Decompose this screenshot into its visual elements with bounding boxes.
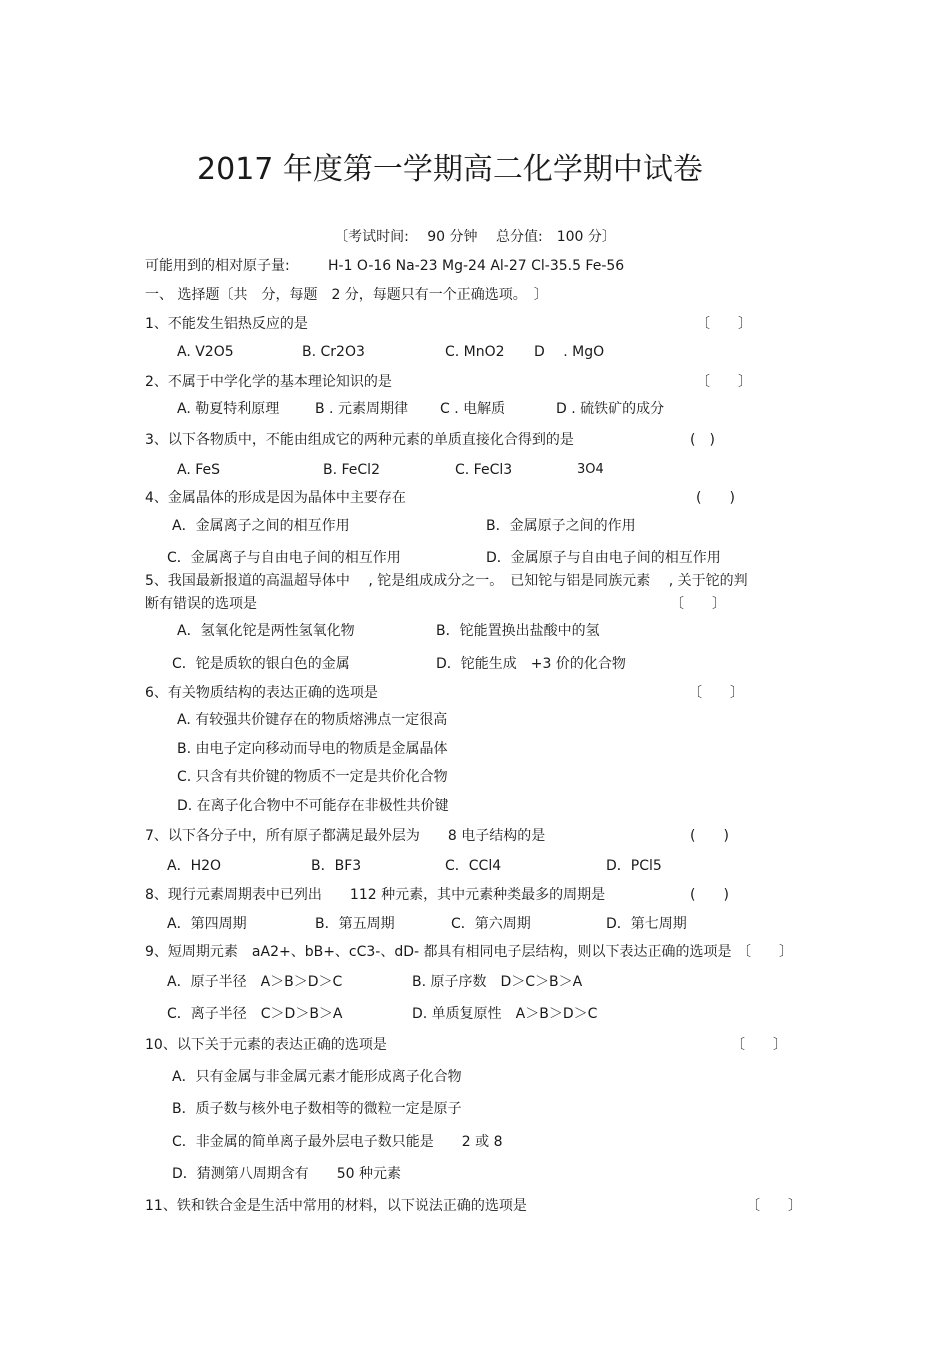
option: B. FeCl2	[323, 462, 380, 478]
answer-bracket-5: 〔 〕	[670, 596, 726, 612]
option: C . 电解质	[440, 401, 506, 417]
answer-bracket-7: ( )	[690, 828, 729, 844]
answer-bracket-2: 〔 〕	[696, 374, 752, 390]
question-2: 2、不属于中学化学的基本理论知识的是	[145, 374, 392, 390]
option: B．金属原子之间的作用	[486, 518, 636, 534]
question-7: 7、以下各分子中，所有原子都满足最外层为 8 电子结构的是	[145, 828, 546, 844]
question-3: 3、以下各物质中，不能由组成它的两种元素的单质直接化合得到的是	[145, 432, 574, 448]
option: C．铊是质软的银白色的金属	[172, 656, 350, 672]
section-heading: 一、 选择题〔共 分，每题 2 分，每题只有一个正确选项。 〕	[145, 287, 548, 303]
question-6: 6、有关物质结构的表达正确的选项是	[145, 685, 378, 701]
question-1: 1、不能发生铝热反应的是	[145, 316, 308, 332]
option: D . MgO	[534, 344, 605, 360]
option: D．PCl5	[606, 858, 662, 874]
option: B．第五周期	[315, 916, 395, 932]
answer-bracket-9: 〔 〕	[737, 944, 793, 960]
answer-bracket-10: 〔 〕	[731, 1037, 787, 1053]
option: B. 原子序数 D＞C＞B＞A	[412, 974, 583, 990]
option: A. 有较强共价键存在的物质熔沸点一定很高	[177, 712, 448, 728]
answer-bracket-3: ( )	[690, 432, 715, 448]
option: A．氢氧化铊是两性氢氧化物	[177, 623, 355, 639]
option: D. 在离子化合物中不可能存在非极性共价键	[177, 798, 449, 814]
option: D . 硫铁矿的成分	[556, 401, 665, 417]
option: C．第六周期	[451, 916, 531, 932]
option: A．第四周期	[167, 916, 247, 932]
atomic-mass-values: H-1 O-16 Na-23 Mg-24 Al-27 Cl-35.5 Fe-56	[328, 258, 625, 274]
answer-bracket-1: 〔 〕	[696, 316, 752, 332]
option: A．金属离子之间的相互作用	[172, 518, 350, 534]
answer-bracket-8: ( )	[690, 887, 729, 903]
answer-bracket-4: ( )	[696, 490, 735, 506]
option: D．铊能生成 +3 价的化合物	[436, 656, 626, 672]
option: B．质子数与核外电子数相等的微粒一定是原子	[172, 1101, 462, 1117]
option: C．金属离子与自由电子间的相互作用	[167, 550, 401, 566]
option: D．第七周期	[606, 916, 687, 932]
option: B . 元素周期律	[315, 401, 408, 417]
option: C．CCl4	[445, 858, 502, 874]
option: B．铊能置换出盐酸中的氢	[436, 623, 600, 639]
option: D. 单质复原性 A＞B＞D＞C	[412, 1006, 598, 1022]
option: C. 只含有共价键的物质不一定是共价化合物	[177, 769, 448, 785]
question-5-cont: 断有错误的选项是	[145, 596, 257, 612]
option: A．H2O	[167, 858, 222, 874]
option: A. FeS	[177, 462, 221, 478]
question-11: 11、铁和铁合金是生活中常用的材料，以下说法正确的选项是	[145, 1198, 527, 1214]
question-10: 10、以下关于元素的表达正确的选项是	[145, 1037, 387, 1053]
option: B. 由电子定向移动而导电的物质是金属晶体	[177, 741, 448, 757]
atomic-mass-label: 可能用到的相对原子量:	[145, 258, 290, 274]
option: A．原子半径 A＞B＞D＞C	[167, 974, 343, 990]
option: C. FeCl3	[455, 462, 513, 478]
question-9: 9、短周期元素 aA2+、bB+、cC3-、dD- 都具有相同电子层结构，则以下表达正确的选项是	[145, 944, 732, 960]
option: C．离子半径 C＞D＞B＞A	[167, 1006, 343, 1022]
option: C. MnO2	[445, 344, 505, 360]
option: C．非金属的简单离子最外层电子数只能是 2 或 8	[172, 1134, 503, 1150]
answer-bracket-11: 〔 〕	[746, 1198, 802, 1214]
question-4: 4、金属晶体的形成是因为晶体中主要存在	[145, 490, 406, 506]
option: A. V2O5	[177, 344, 234, 360]
question-5: 5、我国最新报道的高温超导体中 , 铊是组成成分之一。 已知铊与铝是同族元素 , 关于铊的判	[145, 573, 748, 589]
option: B．BF3	[311, 858, 362, 874]
option: D．金属原子与自由电子间的相互作用	[486, 550, 721, 566]
answer-bracket-6: 〔 〕	[688, 685, 744, 701]
option: D．猜测第八周期含有 50 种元素	[172, 1166, 402, 1182]
option: 3O4	[577, 462, 604, 477]
option: A. 勒夏特利原理	[177, 401, 280, 417]
question-8: 8、现行元素周期表中已列出 112 种元素，其中元素种类最多的周期是	[145, 887, 606, 903]
option: A．只有金属与非金属元素才能形成离子化合物	[172, 1069, 462, 1085]
exam-info: 〔考试时间: 90 分钟 总分值: 100 分〕	[334, 229, 616, 245]
page-title: 2017 年度第一学期高二化学期中试卷	[197, 152, 703, 187]
option: B. Cr2O3	[302, 344, 365, 360]
